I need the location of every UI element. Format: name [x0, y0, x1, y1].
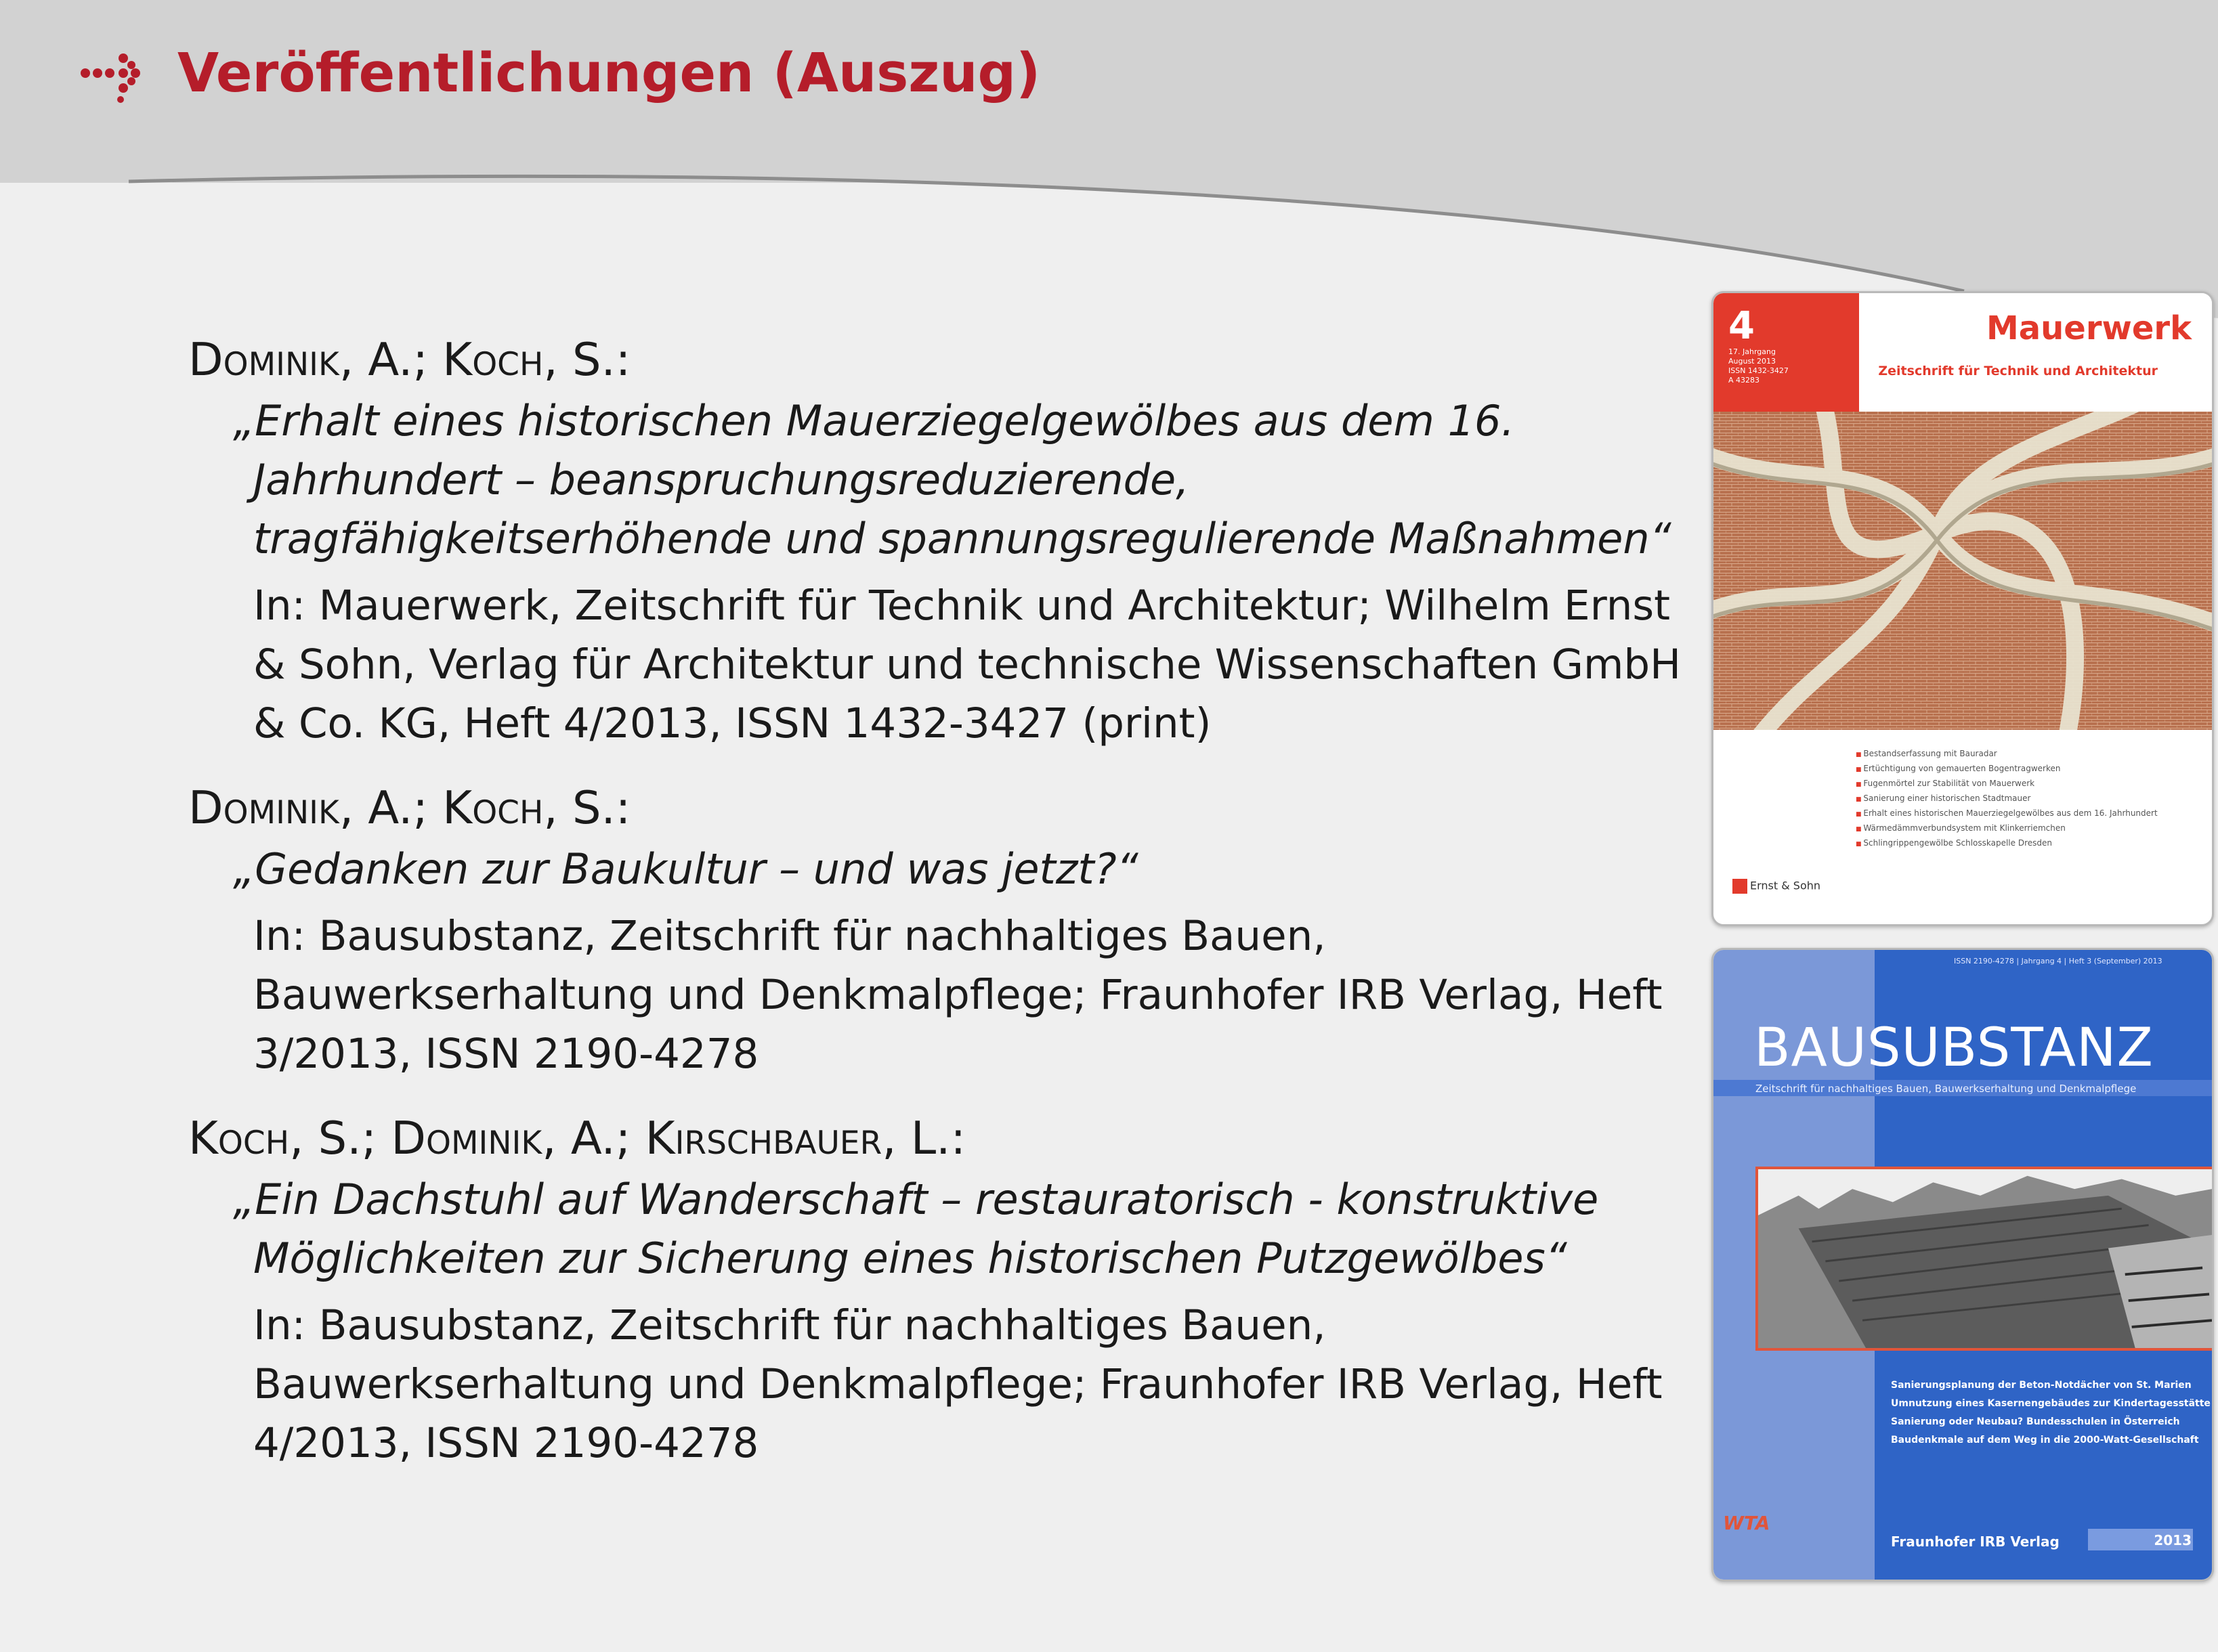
list-item: ■ Wärmedämmverbundsystem mit Klinkerriemchen: [1856, 821, 2158, 836]
wta-logo: WTA: [1723, 1512, 1770, 1534]
page-title: Veröffentlichungen (Auszug): [177, 42, 1041, 104]
cover-subtitle: Zeitschrift für Technik und Architektur: [1878, 364, 2158, 378]
publication-source: In: Bausubstanz, Zeitschrift für nachhaltiges Bauen, Bauwerkserhaltung und Denkmalpflege; Fraunhofer IRB Verlag, Heft 4/2013, ISSN 2190-4278: [253, 1301, 1663, 1467]
publisher-logo: Ernst & Sohn: [1732, 879, 1820, 894]
publication-source: In: Mauerwerk, Zeitschrift für Technik und Architektur; Wilhelm Ernst & Sohn, Verlag für Architektur und technische Wissenschaften GmbH & Co. KG, Heft 4/2013, ISSN 1432-3427 (print): [253, 582, 1681, 747]
publication-entry: [188, 780, 1692, 1083]
publication-source: In: Bausubstanz, Zeitschrift für nachhaltiges Bauen, Bauwerkserhaltung und Denkmalpflege; Fraunhofer IRB Verlag, Heft 3/2013, ISSN 2190-4278: [253, 912, 1663, 1078]
vault-photo: [1713, 412, 2212, 730]
page-header: [80, 42, 1040, 104]
cover-year: 2013: [2154, 1532, 2192, 1548]
publication-title: „Ein Dachstuhl auf Wanderschaft – restauratorisch - konstruktive Möglichkeiten zur Sicherung eines historischen Putzgewölbes“: [233, 1175, 1599, 1283]
publication-authors: Dominik, A.; Koch, S.:: [188, 781, 631, 834]
publication-title: „Gedanken zur Baukultur – und was jetzt?“: [233, 844, 1138, 894]
cover-title: Mauerwerk: [1986, 309, 2192, 347]
cover-issue-number: 4: [1728, 304, 1755, 348]
bausubstanz-cover-image: [1711, 948, 2214, 1582]
cover-contents-list: [1856, 747, 2158, 851]
cover-subtitle: Zeitschrift für nachhaltiges Bauen, Bauwerkserhaltung und Denkmalpflege: [1755, 1083, 2137, 1095]
cover-issn-line: ISSN 2190-4278 | Jahrgang 4 | Heft 3 (September) 2013: [1954, 957, 2162, 965]
cover-contents-list: [1891, 1376, 2211, 1450]
list-item: ■ Fugenmörtel zur Stabilität von Mauerwerk: [1856, 777, 2158, 791]
cover-issue-details: 17. Jahrgang August 2013 ISSN 1432-3427 A 43283: [1728, 347, 1789, 385]
list-item: Baudenkmale auf dem Weg in die 2000-Watt-Gesellschaft: [1891, 1435, 2199, 1446]
publisher-logo: Fraunhofer IRB Verlag: [1891, 1534, 2060, 1550]
list-item: Sanierung oder Neubau? Bundesschulen in Österreich: [1891, 1416, 2180, 1427]
list-item: ■ Ertüchtigung von gemauerten Bogentragwerken: [1856, 762, 2158, 777]
list-item: ■ Sanierung einer historischen Stadtmauer: [1856, 791, 2158, 806]
publication-authors: Koch, S.; Dominik, A.; Kirschbauer, L.:: [188, 1112, 966, 1165]
publication-entry: [188, 332, 1692, 753]
mauerwerk-cover-image: [1711, 291, 2214, 926]
dotted-arrow-icon: [80, 43, 148, 104]
cover-title: BAUSUBSTANZ: [1754, 1018, 2154, 1079]
list-item: ■ Bestandserfassung mit Bauradar: [1856, 747, 2158, 762]
cover-issue-box: [1713, 293, 1859, 412]
publication-entry: [188, 1110, 1692, 1473]
list-item: ■ Schlingrippengewölbe Schlosskapelle Dresden: [1856, 836, 2158, 851]
list-item: ■ Erhalt eines historischen Mauerziegelgewölbes aus dem 16. Jahrhundert: [1856, 806, 2158, 821]
list-item: Sanierungsplanung der Beton-Notdächer von St. Marien: [1891, 1380, 2192, 1391]
list-item: Umnutzung eines Kasernengebäudes zur Kindertagesstätte: [1891, 1398, 2211, 1409]
publication-authors: Dominik, A.; Koch, S.:: [188, 333, 631, 386]
publication-list: [188, 332, 1692, 1500]
publication-title: „Erhalt eines historischen Mauerziegelgewölbes aus dem 16. Jahrhundert – beanspruchungsreduzierende, tragfähigkeitserhöhende und spannungsregulierende Maßnahmen“: [233, 396, 1671, 563]
roof-photo: [1755, 1167, 2212, 1351]
